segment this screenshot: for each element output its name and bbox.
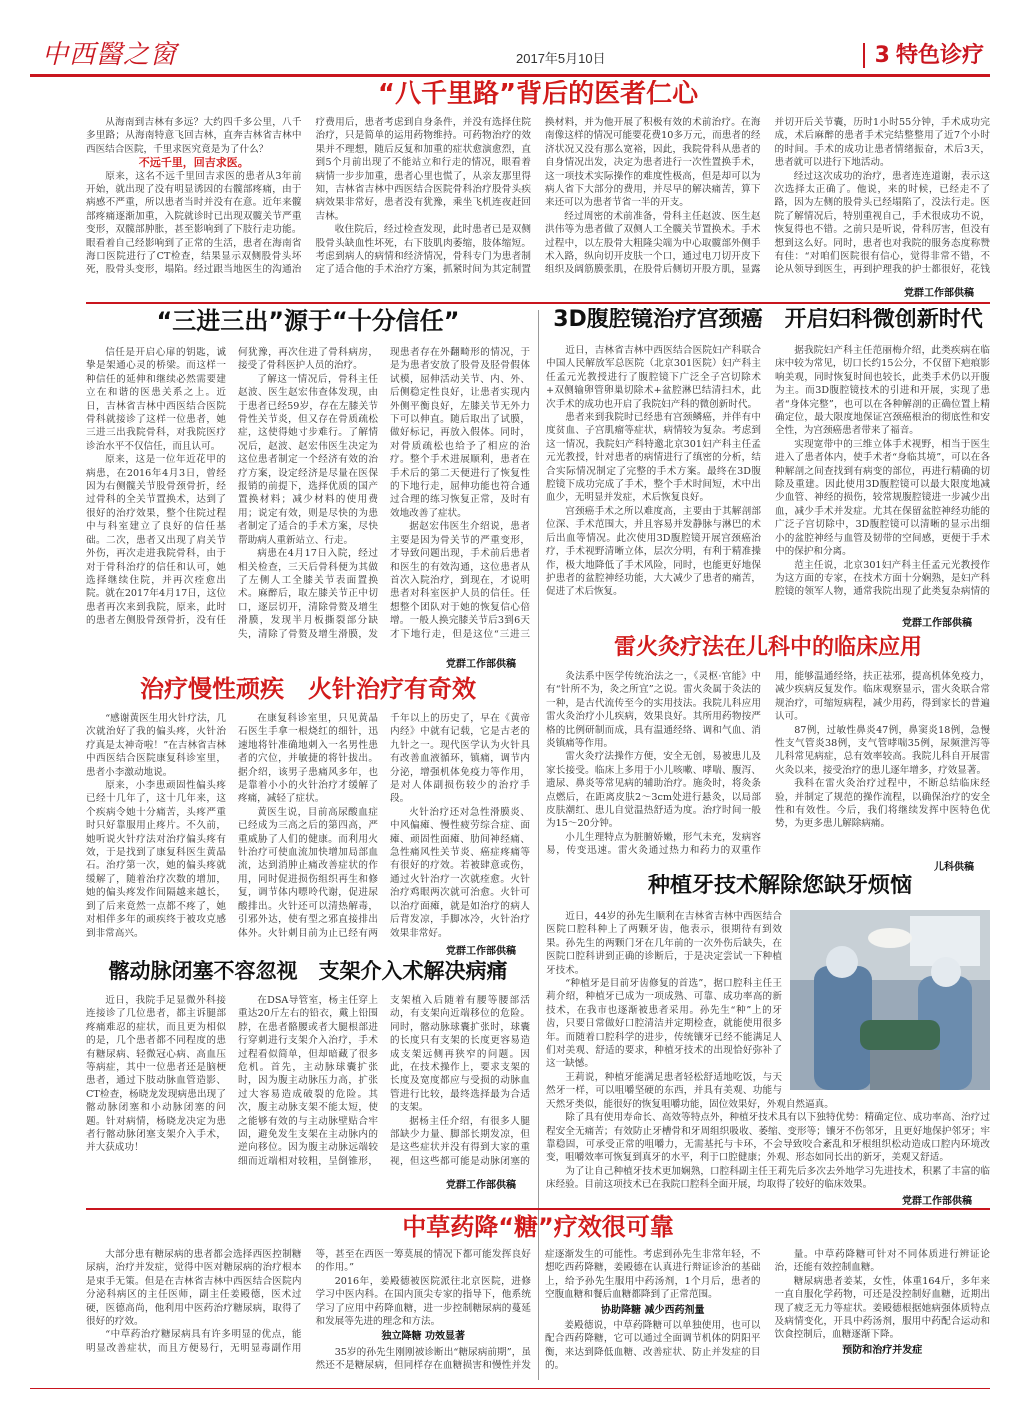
article-3-paragraph: 据我院妇产科主任范丽梅介绍，此类疾病在临床中较为常见，切口长约15公分，不仅留下疤痕影响美观，同时恢复时间也较长，此类手术仍以开腹为主。而3D腹腔镜技术的引进和开展，实现了患者“身体完整”，也可以在各种解剖的正确位置上精确定位，最大限度地保证宫颈癌根治的彻底性和安全性，为宫颈癌患者带来了福音。 [775, 345, 990, 437]
article-3-byline: 党群工作部供稿 [902, 618, 972, 629]
photo-table [870, 1050, 940, 1090]
article-4-paragraph: 小儿生理特点为脏腑娇嫩，形气未充，发病容易，传变迅速。雷火灸通过热力和药力的双重作用，能够温通经络，扶正祛邪，提高机体免疫力，减少疾病反复发作。临床观察显示，雷火灸联合常规治疗，可缩短病程，减少用药，得到家长的普遍认可。 [546, 671, 990, 857]
article-2-paragraph: 病患在4月17日入院，经过相关检查，三天后骨科便为其做了左侧人工全膝关节表面置换术。麻醉后，取左膝关节正中切口，逐层切开，清除骨赘及增生滑膜，发现半月板撕裂部分缺失，清除了骨赘及增生滑膜，发现患者存在外翻畸形的情况，于是为患者安放了股骨及胫骨假体试模，屈伸活动关节、内、外、后侧稳定性良好，让患者实现内外侧平衡良好，左膝关节无外力下可以伸直。随后取出了试膜，做好标记，再放入假体。同时，对骨质疏松也给予了相应的治疗。整个手术进展顺利，患者在手术后的第二天便进行了恢复性的下地行走，屈伸功能也符合通过合理的练习恢复正常，及时有效地改善了症状。 [238, 347, 530, 640]
article-7-paragraph: 除了具有使用寿命长、高效等特点外，种植牙技术具有以下独特优势：精确定位、成功率高、治疗过程安全无痛苦；有效防止牙槽骨和牙周组织吸收、萎缩、变形等；镶牙不伤邻牙，且更好地保护邻牙；牢靠稳固，可承受正常的咀嚼力，无需基托与卡环，不会导致咬合紊乱和牙根组织松动造成口腔内环境改变，咀嚼效率可恢复到真牙的水平，利于口腔健康；外观、形态如同长出的新牙，美观又舒适。 [546, 1112, 990, 1164]
article-4 [546, 632, 990, 858]
article-7-paragraph: 王莉说，种植牙能满足患者轻松舒适地吃饭，与天然牙一样，可以咀嚼坚硬的东西，并具有美观、功能与天然牙类似，能很好的恢复咀嚼功能，固位效果好，外观自然逼真。 [546, 1071, 834, 1110]
article-4-paragraph: 雷火灸疗法操作方便，安全无创，易被患儿及家长接受。临床上多用于小儿咳嗽、哮喘、腹泻、遗尿、鼻炎等常见病的辅助治疗。施灸时，将灸条点燃后，在距离皮肤2～3cm处进行悬灸，以局部皮肤潮红、患儿自觉温热舒适为度。治疗时间一般为15～20分钟。 [546, 751, 761, 830]
article-1-byline: 党群工作部供稿 [904, 288, 974, 299]
article-6-body [86, 994, 530, 1176]
article-6-paragraph: 在DSA导管室，杨主任穿上重达20斤左右的铅衣，戴上铅围脖，在患者骼腰或者大腿根部进行穿刺进行支架介入治疗，手术过程看似简单，但却暗藏了很多危机。首先，主动脉球囊扩张时，因为腹主动脉压力高，扩张过大容易造成破裂的危险。其次，腹主动脉支架不能太短，使之能够有效的与主动脉壁贴合牢固，避免发生支架在主动脉内的逆向移位。因为腹主动脉远端较细而近端相对较粗，呈倒锥形，支架植入后随着有腰等腰部活动，有支架向近端移位的危险。同时，髂动脉球囊扩张时，球囊的长度只有支架的长度更容易造成支架远侧再狭窄的问题。因此，在技术操作上，要求支架的长度及宽度都应与受损的动脉血管进行比较，最终选择最为合适的支架。 [238, 995, 530, 1167]
article-5-body [86, 712, 530, 940]
article-2-paragraph: 信任是开启心扉的钥匙，诚挚是架通心灵的桥梁。而这样一种信任的延伸和继续必然需要建立在和谐的医患关系之上。近日，吉林省吉林中西医结合医院骨科就接诊了这样一位患者，她三进三出我院骨科，对我院医疗诊治水平不仅信任，而且认可。 [86, 347, 226, 452]
article-5-paragraph: 原来，小李患顽固性偏头疼已经十几年了，这十几年来，这个疾病令她十分痛苦，头疼严重时只好靠服用止疼片。不久前，她听说火针疗法对治疗偏头疼有效，于是找到了康复科医生黄晶石。治疗第一次，她的偏头疼就缓解了，随着治疗次数的增加，她的偏头疼发作间隔越来越长，到了后来竟然一点都不疼了，她对相伴多年的顽疾终于被攻克感到非常高兴。 [86, 780, 226, 939]
article-1 [86, 80, 990, 280]
article-3-paragraph: 实现宽带中的三维立体手术视野，相当于医生进入了患者体内，使手术者“身临其境”，可以在各种解剖之间查找到有病变的部位，再进行精确的切除及重建。因此使用3D腹腔镜可以最大限度地减少血管、神经的损伤，较常规腹腔镜进一步减少出血，减少手术并发症。尤其在保留盆腔神经功能的广泛子宫切除中，3D腹腔镜可以清晰的显示出细小的盆腔神经与血管及韧带的空间感，更便于手术中的保护和分离。 [775, 438, 990, 558]
article-3-title: 3D腹腔镜治疗宫颈癌 开启妇科微创新时代 [553, 308, 983, 332]
article-7-body [546, 910, 990, 1190]
article-4-byline: 儿科供稿 [934, 862, 974, 873]
article-8-paragraph: 量。中草药降糖可针对不同体质进行辨证论治，还能有效控制血糖。 [774, 1249, 990, 1274]
article-2-body [86, 346, 530, 652]
article-8-paragraph: 大部分患有糖尿病的患者都会选择西医控制糖尿病，治疗并发症，觉得中医对糖尿病的治疗根本是束手无策。但是在吉林省吉林中西医结合医院内分泌科病区的主任医师，副主任姜殿德，医术过硬，医德高尚，他利用中医药治疗糖尿病，取得了很好的疗效。 [86, 1249, 302, 1328]
article-8-paragraph: “中草药治疗糖尿病具有许多明显的优点，能明显改善症状，而且方便易行，无明显毒副作用等，甚至在西医一筹莫展的情况下都可能发挥良好的作用。” [86, 1249, 531, 1354]
article-3 [546, 308, 990, 612]
article-8-subhead: 协助降糖 减少西药剂量 [601, 1304, 705, 1316]
article-6 [86, 960, 530, 1176]
article-6-byline: 党群工作部供稿 [446, 1180, 516, 1191]
article-7-paragraph: “种植牙是目前牙齿修复的首选”，据口腔科主任王莉介绍，种植牙已成为一项成熟、可靠、成功率高的新技术，在我市也逐渐被患者采用。孙先生“种”上的牙齿，只要日常做好口腔清洁并定期检查，就能使用很多年。而随着口腔科学的进步，传统镶牙已经不能满足人们对美观、舒适的要求，种植牙技术的出现恰好弥补了这一缺憾。 [546, 978, 782, 1070]
article-5-title: 治疗慢性顽疾 火针治疗有奇效 [140, 676, 476, 703]
article-8-paragraph: 35岁的孙先生刚刚被诊断出“糖尿病前期”，虽然还不是糖尿病，但同样存在血糖损害和慢性并发症逐渐发生的可能性。考虑到孙先生非常年轻，不想吃西药降糖，姜殿德在认真进行辩证诊治的基础上，给予孙先生服用中药汤剂，1个月后，患者的空腹血糖和餐后血糖都降到了正常范围。 [315, 1249, 761, 1372]
article-8-paragraph: 2016年，姜殿德被医院派往北京医院，进修学习中医内科。在国内顶尖专家的指导下，他系统学习了应用中药降血糖，进一步控制糖尿病的蔓延和发展等先进的理念和方法。 [315, 1275, 531, 1328]
article-3-paragraph: 宫颈癌手术之所以难度高，主要由于其解剖部位深、手术范围大，并且容易并发静脉与淋巴的术后出血等情况。此次使用3D腹腔镜开展宫颈癌治疗，手术视野清晰立体，层次分明，有利于精准操作，极大地降低了手术风险，同时，也能更好地保护患者的盆腔神经功能，大大减少了患者的痛苦，促进了术后恢复。 [546, 505, 761, 598]
section-header [863, 38, 984, 69]
photo-assistant-head [931, 957, 961, 987]
newspaper-logo: 中西醫之窗 [42, 40, 178, 70]
divider [86, 302, 990, 304]
article-1-lead: 从海南到吉林有多远？大约四千多公里，八千多里路；从海南特意飞回吉林，直奔吉林省吉林中西医结合医院，千里求医究竟是为了什么？ [86, 117, 302, 155]
article-5-paragraph: 在康复科诊室里，只见黄晶石医生手拿一根烧红的细针，迅速地将针准确地刺入一名男性患者的穴位，并敏捷的将针拔出。据介绍，该男子患痛风多年，也是靠着小小的火针治疗才缓解了疼痛，减轻了症状。 [238, 713, 378, 805]
article-1-paragraph: 经过周密的术前准备，骨科主任赵波、医生赵洪伟等为患者做了双侧人工全髋关节置换术。手术过程中，以左股骨大粗隆尖端为中心取髋部外侧手术入路，纵向切开皮肤一个口，通过电刀切开皮下组织及阔筋膜张肌，在股骨后侧切开股方肌，显露并切开后关节囊，历时1小时55分钟，手术成功完成，术后麻醉的患者手术完结整整用了近7个小时的时间。手术的成功让患者情绪振奋，术后3天，患者就可以进行下地活动。 [545, 117, 990, 276]
article-8 [86, 1214, 990, 1382]
photo-lamp [868, 928, 912, 948]
article-4-title: 雷火灸疗法在儿科中的临床应用 [613, 635, 922, 660]
article-4-paragraph: 我科在雷火灸治疗过程中，不断总结临床经验，并制定了规范的操作流程，以确保治疗的安全性和有效性。今后，我们将继续发挥中医特色优势，为更多患儿解除病痛。 [775, 778, 990, 830]
article-8-paragraph: 姜殿德说，中草药降糖可以单独使用，也可以配合西药降糖，它可以通过全面调节机体的阴阳平衡，来达到降低血糖、改善症状、防止并发症的目的。 [545, 1320, 761, 1372]
article-6-title: 髂动脉闭塞不容忽视 支架介入术解决病痛 [108, 960, 508, 983]
article-7 [546, 874, 990, 1190]
article-1-paragraph: 原来，这名不远千里回吉求医的患者从3年前开始，就出现了没有明显诱因的右髋部疼痛，由于病感不严重，所以患者当时并没有在意。近年来髋部疼痛逐渐加重，入院就诊时已出现双髋关节严重变形，双髋部肿胀，甚至影响到了下肢行走功能。眼看着自己经影响到了正常的生活，患者在海南省海口医院进行了CT检查，结果显示双侧股骨头坏死，股骨头变形，塌陷。经过跟当地医生的沟通治疗费用后，患者考虑到自身条件，并没有选择住院治疗，只是简单的运用药物维持。可药物治疗的效果并不理想，随后反复和加重的症状愈演愈烈，直到5个月前出现了不能站立和行走的情况，眼看着病情一步步加重，患者心里也慌了，从亲友那里得知，吉林省吉林中西医结合医院骨科治疗股骨头疾病效果非常好，患者没有犹豫，乘坐飞机连夜赶回吉林。 [86, 117, 531, 276]
article-8-subhead: 独立降糖 功效显著 [381, 1331, 465, 1343]
article-1-paragraph: 经过这次成功的治疗，患者连连道谢，表示这次选择太正确了。他说，来的时候，已经走不了路，因为左侧的股骨头已经塌陷了，没法行走。医院了解情况后，特别重视自己，手术很成功不说，恢复得也不错。之前只是听说，骨科厉害，但没有想到这么好。同时，患者也对我院的服务态度称赞有佳：“对咱们医院很有信心，觉得非常不错，不论从领导到医生，再到护理我的护士都很好，花钱 [774, 170, 990, 276]
article-1-body [86, 116, 990, 280]
divider [86, 1208, 990, 1210]
article-5 [86, 676, 530, 940]
article-2 [86, 308, 530, 652]
article-5-paragraph: 黄医生说，目前高尿酸血症已经成为三高之后的第四高，严重威胁了人们的健康。而利用火针治疗可使血流加快增加局部血流，达到消肿止痛改善症状的作用，同时促进损伤组织再生和修复，调节体内嘌呤代谢，促进尿酸排出。火针还可以清热解毒，引邪外达，使有型之邪直接排出体外。火针刺目前为止已经有两千年以上的历史了，早在《黄帝内经》中就有记载，它是古老的九针之一。现代医学认为火针具有改善血液循环，镇痛，调节内分泌，增强机体免疫力等作用，是对人体副损伤较少的治疗手段。 [238, 713, 530, 939]
article-5-byline: 党群工作部供稿 [446, 946, 516, 957]
article-5-paragraph: 火针治疗还对急性滑膜炎、中风偏瘫、慢性疲劳综合症、面瘫、顽固性面瘫、肋间神经痛、急性痛风性关节炎、癌症疼痛等有很好的疗效。若被肆意或伤，通过火针治疗一次就痊愈。火针治疗鸡眼两次就可治愈。火针可以治疗面瘫，就是如治疗的病人后背发凉，手脚冰冷，火针治疗效果非常好。 [390, 806, 530, 939]
article-7-title: 种植牙技术解除您缺牙烦恼 [647, 874, 912, 898]
article-7-byline: 党群工作部供稿 [902, 1196, 972, 1207]
article-2-paragraph: 据赵宏伟医生介绍说，患者主要是因为骨关节的严重变形，才导致问题出现，手术前后患者和医生的有效沟通，这位患者从首次入院治疗，到现在，才说明患者对科室医护人员的信任。任想整个团队对于她的恢复信心倍增。一般人换完膝关节后3到6天才下地行走，但是这位“三进三 [390, 521, 530, 640]
article-3-paragraph: 近日，吉林省吉林中西医结合医院妇产科联合中国人民解放军总医院（北京301医院）妇产科主任孟元光教授进行了腹腔镜下广泛全子宫切除术+双侧输卵管卵巢切除术+盆腔淋巴结清扫术，此次手术的成功也开启了我院妇产科的微创新时代。 [546, 345, 761, 410]
article-1-paragraph: 收住院后，经过检查发现，此时患者已是双侧股骨头缺血性坏死，右下肢肌肉萎缩，肢体缩短。考虑到病人的病情和经济情况，骨科专门为患者制定了适合他的手术治疗方案，抓紧时间为其定制置换材料，并为他开展了积极有效的术前治疗。在海南像这样的情况可能要花费10多万元，而患者的经济状况又没有那么宽裕，因此，我院骨科从患者的自身情况出发，决定为患者进行一次性置换手术，这一项技术实际操作的难度性极高，但是却可以为病人省下大部分的费用，并尽早的解决痛苦，算下来还可以为患者节省一半的开支。 [315, 117, 761, 276]
section-name: 特色诊疗 [895, 43, 984, 68]
article-8-title: 中草药降“糖”疗效很可靠 [402, 1214, 674, 1241]
section-number: 3 [863, 43, 890, 68]
article-1-subtitle: 不远千里，回吉求医。 [138, 156, 249, 170]
article-2-byline: 党群工作部供稿 [446, 659, 516, 670]
article-3-paragraph: 患者来到我院时已经患有宫颈鳞癌，并伴有中度贫血、子宫肌瘤等症状，病情较为复杂。考虑到这一情况，我院妇产科特邀北京301妇产科主任孟元光教授，针对患者的病情进行了缜密的分析，结合实际情况制定了完整的手术方案。最终在3D腹腔镜下成功完成了手术，整个手术时间短，术中出血少，无明显并发症，术后恢复良好。 [546, 412, 761, 504]
article-6-paragraph: 据杨主任介绍，有很多人腿部缺少力量、脚部长期发凉，但是这些症状并没有得到大家的重视，但这些都可能是动脉闭塞的 [390, 1115, 530, 1167]
article-5-paragraph: “感谢黄医生用火针疗法，几次就治好了我的偏头疼，火针治疗真是太神奇啦！”在吉林省吉林中西医结合医院康复科诊室里，患者小李激动地说。 [86, 713, 226, 778]
dental-surgery-photo [790, 910, 990, 1090]
article-4-paragraph: 87例，过敏性鼻炎47例，鼻窦炎18例，急慢性支气管炎38例，支气管哮喘35例，尿频泄泻等儿科常见病症，总有效率较高。我院儿科自开展雷火灸以来，接受治疗的患儿逐年增多，疗效显著。 [775, 724, 990, 776]
photo-surgeon-head [826, 946, 858, 978]
masthead [30, 28, 990, 77]
article-8-subhead: 预防和治疗并发症 [842, 1344, 923, 1356]
article-8-paragraph: 糖尿病患者姜某，女性，体重164斤，多年来一直自服化学药物，可还是没控制好血糖，近期出现了疲乏无力等症状。姜殿德根据她病强体质特点及病情变化，开具中药汤剂，服用中药配合运动和饮食控制后，血糖逐渐下降。 [774, 1275, 990, 1341]
article-2-title: “三进三出”源于“十分信任” [156, 308, 460, 335]
article-7-paragraph: 近日，44岁的孙先生顺利在吉林省吉林中西医结合医院口腔科种上了两颗牙齿，他表示，很期待有到效果。孙先生的两颗门牙在几年前的一次外伤后缺失，在医院口腔科讲到正确的诊断后，于是决定尝试一下种植牙技术。 [546, 911, 782, 976]
article-4-body [546, 670, 990, 858]
article-3-body [546, 344, 990, 612]
photo-patient [860, 1020, 940, 1050]
article-4-paragraph: 灸法系中医学传统治法之一，《灵枢·官能》中有“针所不为，灸之所宜”之说。雷火灸属于灸法的一种，是古代流传至今的实用技法。我院儿科应用雷火灸治疗小儿疾病，效果良好。其所用药物按严格的比例研制而成，具有温通经络、调和气血、消炎镇痛等作用。 [546, 671, 761, 750]
page-footer-rule [30, 1388, 990, 1395]
article-6-paragraph: 近日，我院手足显微外科接连接诊了几位患者，都主诉腿部疼痛难忍的症状，而且更为相似的是，几个患者都不同程度的患有糖尿病、轻微冠心病、高血压等病症，其中一位患者还是脑梗患者，通过下肢动脉血管造影、CT检查，杨晓龙发现病患出现了髂动脉闭塞和小动脉闭塞的问题。针对病情，杨晓龙决定为患者行髂动脉闭塞支架介入手术，并大获成功！ [86, 995, 226, 1154]
issue-date: 2017年5月10日 [516, 51, 606, 66]
article-7-paragraph: 为了让自己种植牙技术更加娴熟，口腔科副主任王莉先后多次去外地学习先进技术，积累了丰富的临床经验。目前这项技术已在我院口腔科全面开展，均取得了较好的临床效果。 [546, 1165, 990, 1190]
article-1-title: “八千里路”背后的医者仁心 [377, 80, 699, 109]
article-2-paragraph: 了解这一情况后，骨科主任赵波、医生赵宏伟查体发现，由于患者已经59岁，存在左膝关节骨性关节炎，但又存在骨质疏松症，这使得她寸步难行。了解情况后，赵波、赵宏伟医生决定为这位患者制定一个经济有效的治疗方案，设定经济是尽量在医保报销的前提下，选择优质的国产置换材料；减少材料的使用费用；说定有效，则是尽快的为患者制定了适合的手术方案，尽快帮助病人重新站立、行走。 [238, 373, 378, 546]
article-2-paragraph: 原来，这是一位年近花甲的病患，在2016年4月3日，曾经因为右侧髋关节股骨颈骨折，经过骨科的全关节置换术，达到了很好的治疗效果，整个住院过程中与科室建立了良好的信任基础。二次，患者又出现了肩关节外伤，再次走进我院骨科，由于对于骨科治疗的信任和认可，她选择继续住院，并再次痊愈出院。就在2017年4月17日，这位患者再次来到我院，原来，此时的患者左侧股骨颈骨折，没有任何犹豫，再次住进了骨科病房，接受了骨科医护人员的治疗。 [86, 347, 378, 627]
article-3-paragraph: 范主任说，北京301妇产科主任孟元光教授作为这方面的专家，在技术方面十分娴熟，是妇产科腔镜的领军人物，通常我院出现了此类复杂病情的 [775, 559, 990, 598]
article-8-body [86, 1248, 990, 1382]
